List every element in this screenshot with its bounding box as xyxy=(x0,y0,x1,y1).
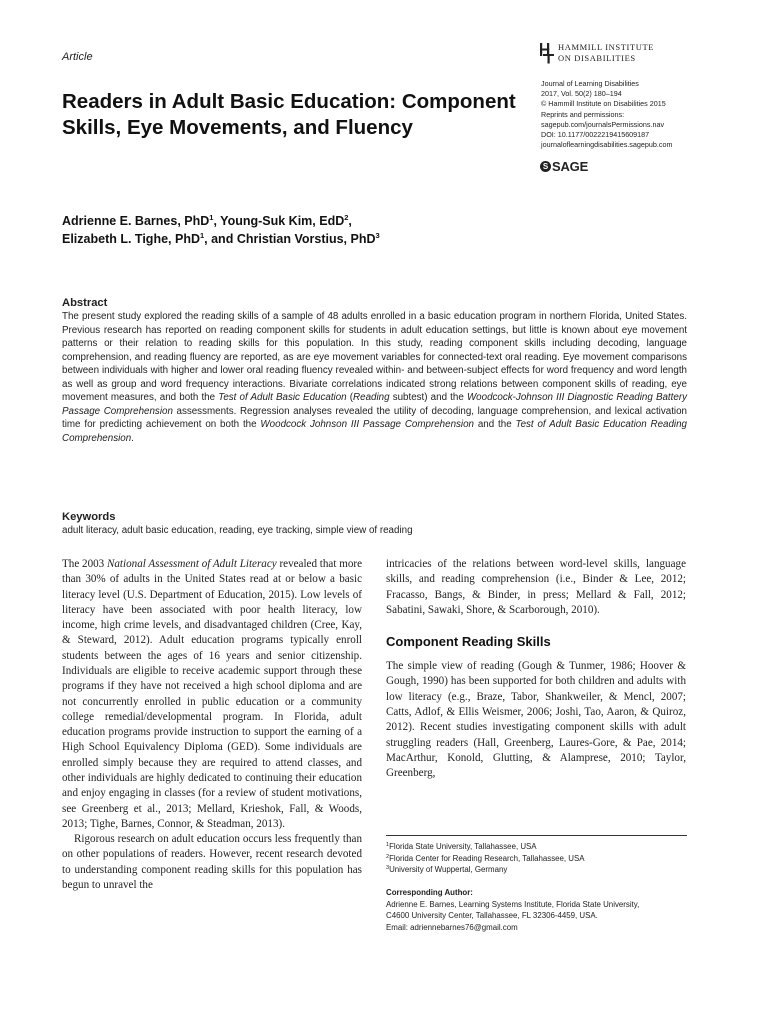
author-affiliation-mark: 1 xyxy=(199,231,205,240)
author-name: Christian Vorstius, PhD xyxy=(236,232,376,246)
keywords-section xyxy=(62,510,687,538)
corresponding-heading: Corresponding Author: xyxy=(386,888,473,897)
keywords-heading: Keywords xyxy=(62,511,116,523)
section-heading: Component Reading Skills xyxy=(386,634,551,650)
footnote: $^2$Florida Center for Reading Research, Tallahassee, USA xyxy=(386,853,585,863)
author-name: Young-Suk Kim, EdD xyxy=(220,214,345,228)
journal-url-link[interactable]: journaloflearningdisabilities.sagepub.com xyxy=(541,140,673,150)
author-affiliation-mark: 2 xyxy=(344,213,349,222)
body-paragraph: The simple view of reading (Gough & Tunmer, 1986; Hoover & Gough, 1990) has been supported for both children and adults with low literacy (e.g., Braze, Tabor, Shankweiler, & Mencl, 2007; Catts, Adlof, & Ellis Weismer, 2006; Joshi, Tao, Aaron, & Quiroz, 2012). Recent studies investigating component skills with adult struggling readers (Hall, Greenberg, Laures-Gore, & Pae, 2014; MacArthur, Konold, Glutting, & Alamprese, 2010; Taylor, Greenberg, xyxy=(386,660,686,780)
corresponding-email[interactable]: Email: adriennebarnes76@gmail.com xyxy=(386,922,518,932)
article-label: Article xyxy=(62,51,93,63)
keywords-text: adult literacy, adult basic education, reading, eye tracking, simple view of reading xyxy=(62,525,413,536)
abstract-section xyxy=(62,296,687,445)
journal-name: Journal of Learning Disabilities xyxy=(541,79,639,88)
sage-logo xyxy=(540,159,588,174)
author-affiliation-mark: 3 xyxy=(375,231,380,240)
copyright-line: © Hammill Institute on Disabilities 2015 xyxy=(541,99,666,109)
footnote: $^3$University of Wuppertal, Germany xyxy=(386,865,508,875)
author-list: Adrienne E. Barnes, PhD$^1$, Young-Suk Kim, EdD$^2$, Elizabeth L. Tighe, PhD$^1$, and Christian Vorstius, PhD$^3$ xyxy=(62,213,380,246)
journal-meta xyxy=(541,79,672,150)
publisher-name-line1: HAMMILL INSTITUTE xyxy=(558,42,655,52)
hammill-logo-icon xyxy=(539,42,555,64)
journal-volume: 2017, Vol. 50(2) 180–194 xyxy=(541,89,622,99)
author-affiliation-mark: 1 xyxy=(209,213,214,222)
body-paragraph: Rigorous research on adult education occurs less frequently than on other populations of readers. However, recent research devoted to understanding component reading skills for this population has begun to unravel the xyxy=(62,833,362,891)
sage-logo-text: SAGE xyxy=(552,159,589,174)
corresponding-address: Adrienne E. Barnes, Learning Systems Institute, Florida State University, xyxy=(386,899,640,909)
reprints-label: Reprints and permissions: xyxy=(541,109,625,119)
article-title: Readers in Adult Basic Education: Component Skills, Eye Movements, and Fluency xyxy=(62,90,516,139)
abstract-text: The present study explored the reading skills of a sample of 48 adults enrolled in a basic education program in northern Florida, United States. Previous research has reported on reading component skills for students in adult education settings, but little is known about eye movement patterns or their relation to reading skills for this population. In this study, reading component skills including decoding, language comprehension, and reading fluency are reported, as are eye movement variables for connected-text oral reading. Eye movement comparisons between individuals with higher and lower oral reading fluency revealed within- and between-subject effects for word frequency and word length as well as group and word frequency interactions. Bivariate correlations indicated strong relations between component skills of reading, eye movement measures, and both the Test of Adult Basic Education (Reading subtest) and the Woodcock-Johnson III Diagnostic Reading Battery Passage Comprehension assessments. Regression analyses revealed the utility of decoding, language comprehension, and lexical activation time for predicting achievement on both the Woodcock Johnson III Passage Comprehension and the Test of Adult Basic Education Reading Comprehension. xyxy=(62,311,687,444)
doi-link[interactable]: DOI: 10.1177/0022219415609187 xyxy=(541,130,650,140)
author-name: Adrienne E. Barnes, PhD xyxy=(62,214,210,228)
publisher-logo xyxy=(539,42,654,64)
body-paragraph: intricacies of the relations between word-level skills, language skills, and reading comprehension (i.e., Binder & Lee, 2012; Fracasso, Bangs, & Binder, in press; Mellard & Fall, 2012; Sabatini, Sawaki, Shore, & Scarborough, 2010). xyxy=(386,558,686,616)
publisher-name-line2: ON DISABILITIES xyxy=(558,53,636,63)
footnote-divider xyxy=(386,835,687,836)
body-column-left xyxy=(62,557,362,893)
corresponding-author xyxy=(386,887,687,933)
permissions-link[interactable]: sagepub.com/journalsPermissions.nav xyxy=(541,119,665,129)
body-paragraph: The 2003 National Assessment of Adult Literacy revealed that more than 30% of adults in the United States read at or below a basic literacy level (U.S. Department of Education, 2015). Low levels of literacy have been associated with poor health literacy, low income, high crime levels, and disadvantaged children (Cree, Kay, & Steward, 2012). Adult education programs typically enroll students between the ages of 16 years and senior citizenship. Individuals are eligible to receive academic support through these programs if they have not received a high school diploma and are not concurrently enrolled in public education or a community college remedial/developmental program. In Florida, adult education programs provide instruction to support the earning of a High School Equivalency Diploma (GED). Some individuals are enrolled simply because they are required to attend classes, and other individuals are highly dedicated to continuing their education and enjoy engaging in classes (for a review of student motivations, see Greenberg et al., 2013; Mellard, Krieshok, Fall, & Woods, 2013; Tighe, Barnes, Connor, & Steadman, 2013). xyxy=(62,558,363,830)
sage-s-icon: S xyxy=(540,161,551,172)
abstract-heading: Abstract xyxy=(62,297,108,309)
corresponding-address: C4600 University Center, Tallahassee, FL 32306-4459, USA. xyxy=(386,911,598,921)
footnote: $^1$Florida State University, Tallahassee, USA xyxy=(386,842,537,851)
affiliation-footnotes xyxy=(386,841,687,876)
author-name: Elizabeth L. Tighe, PhD xyxy=(62,232,200,246)
body-column-right xyxy=(386,557,686,781)
